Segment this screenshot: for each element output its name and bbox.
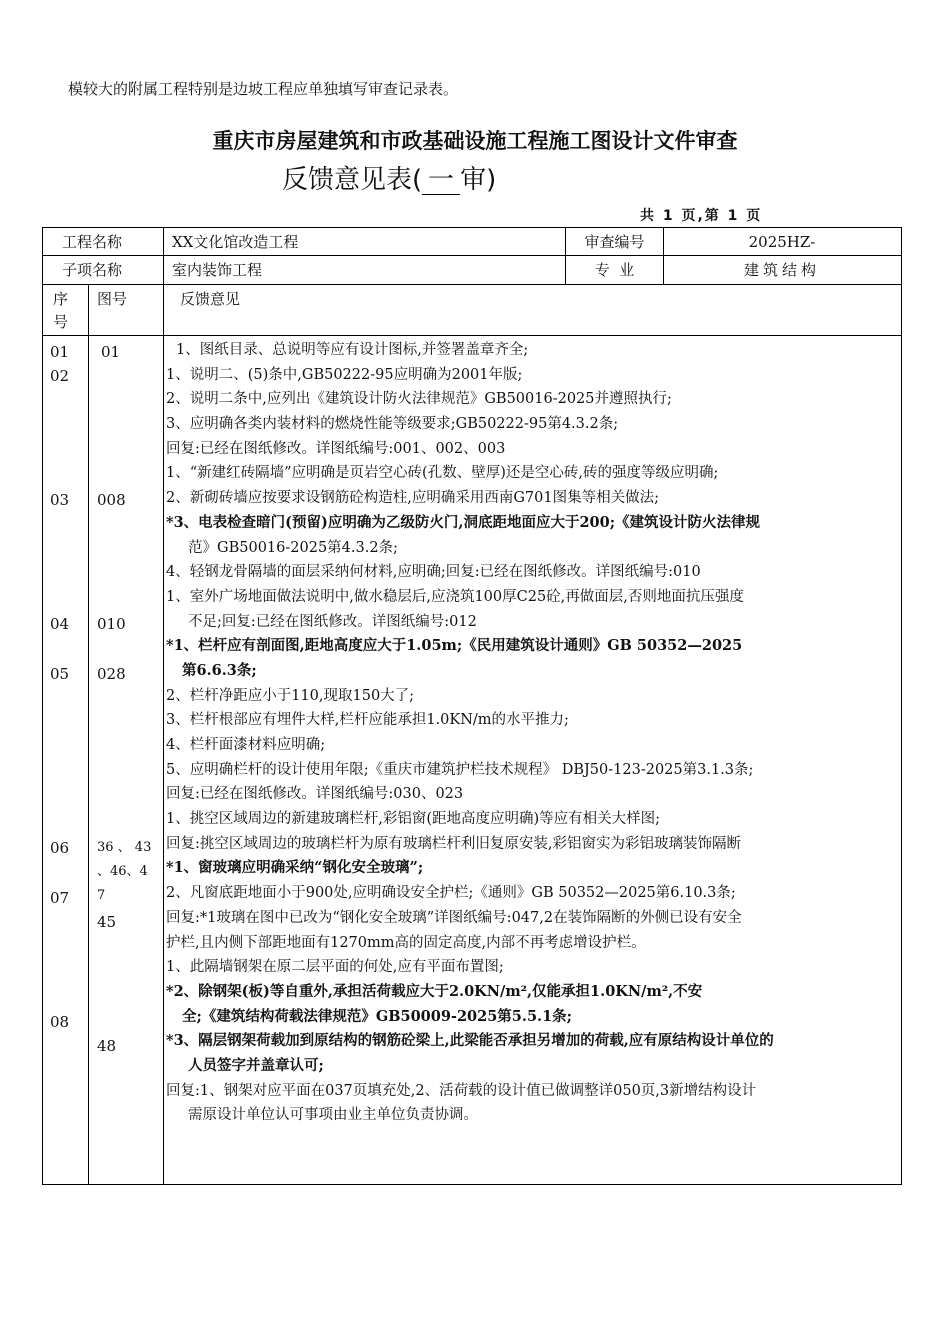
reply-line: 回复:1、钢架对应平面在037页填充处,2、活荷载的设计值已做调整详050页,3新增结构设计 — [166, 1082, 757, 1099]
row-divider — [42, 255, 901, 256]
seq-number: 01 — [50, 343, 70, 361]
feedback-line-mandatory: 人员签字并盖章认可; — [188, 1056, 324, 1074]
subtitle-suffix: 审) — [460, 165, 497, 195]
seq-header: 序 号 — [53, 290, 69, 331]
column-divider — [88, 284, 89, 1184]
review-no-label: 审查编号 — [584, 233, 645, 251]
reply-line: 回复:已经在图纸修改。详图纸编号:001、002、003 — [166, 440, 506, 457]
seq-number: 04 — [50, 615, 70, 633]
feedback-line-mandatory: 全;《建筑结构荷载法律规范》GB50009-2025第5.5.1条; — [182, 1007, 573, 1025]
seq-number: 07 — [50, 889, 70, 907]
feedback-line: 4、栏杆面漆材料应明确; — [166, 737, 326, 753]
feedback-line: 3、栏杆根部应有埋件大样,栏杆应能承担1.0KN/m的水平推力; — [166, 712, 569, 729]
feedback-line: 5、应明确栏杆的设计使用年限;《重庆市建筑护栏技术规程》 DBJ50-123-2025第3.1.3条; — [166, 761, 754, 778]
feedback-line: 3、应明确各类内装材料的燃烧性能等级要求;GB50222-95第4.3.2条; — [166, 416, 619, 433]
feedback-line: 2、栏杆净距应小于110,现取150大了; — [166, 687, 415, 704]
feedback-line: 1、挑空区域周边的新建玻璃栏杆,彩铝窗(距地高度应明确)等应有相关大样图; — [166, 811, 661, 828]
form-subtitle — [282, 159, 496, 196]
form-title: 重庆市房屋建筑和市政基础设施工程施工图设计文件审查 — [212, 129, 738, 153]
row-divider — [42, 284, 901, 285]
seq-number: 08 — [50, 1013, 70, 1031]
major-value: 建筑结构 — [743, 261, 820, 279]
page-counter: 共 1 页,第 1 页 — [640, 208, 763, 224]
feedback-line-mandatory: 第6.6.3条; — [182, 661, 257, 679]
row-divider — [42, 335, 901, 336]
feedback-line: 2、新砌砖墙应按要求设钢筋砼构造柱,应明确采用西南G701图集等相关做法; — [166, 490, 659, 507]
sub-item-value: 室内装饰工程 — [172, 261, 263, 279]
drawing-no-header: 图号 — [97, 290, 128, 308]
drawing-number: 、46、4 — [97, 864, 148, 879]
reply-line: 护栏,且内侧下部距地面有1270mm高的固定高度,内部不再考虑增设护栏。 — [166, 934, 646, 951]
drawing-number: 45 — [97, 913, 117, 931]
project-name-label: 工程名称 — [62, 233, 123, 251]
feedback-line: 1、说明二、(5)条中,GB50222-95应明确为2001年版; — [166, 366, 523, 383]
seq-number: 06 — [50, 839, 70, 857]
feedback-line: 2、说明二条中,应列出《建筑设计防火法律规范》GB50016-2025并遵照执行; — [166, 391, 672, 408]
seq-number: 05 — [50, 665, 70, 683]
drawing-number: 010 — [97, 615, 126, 633]
reply-line: 回复:已经在图纸修改。详图纸编号:030、023 — [166, 786, 464, 803]
drawing-number: 7 — [97, 888, 106, 903]
reply-line: 需原设计单位认可事项由业主单位负责协调。 — [188, 1107, 478, 1124]
review-no-value: 2025HZ- — [748, 233, 816, 251]
feedback-line: 1、室外广场地面做法说明中,做水稳层后,应浇筑100厚C25砼,再做面层,否则地面抗压强度 — [166, 588, 744, 605]
subtitle-prefix: 反馈意见表( — [282, 165, 423, 195]
drawing-number: 01 — [101, 343, 121, 361]
reply-line: 回复:*1玻璃在图中已改为“钢化安全玻璃”详图纸编号:047,2在装饰隔断的外侧已设有安全 — [166, 909, 742, 926]
drawing-number: 36 、 43 — [97, 840, 152, 855]
feedback-line: 1、图纸目录、总说明等应有设计图标,并签署盖章齐全; — [176, 342, 529, 358]
feedback-line: 不足;回复:已经在图纸修改。详图纸编号:012 — [188, 613, 477, 630]
feedback-header: 反馈意见 — [180, 290, 241, 308]
feedback-line-mandatory: *1、窗玻璃应明确采纳“钢化安全玻璃”; — [166, 859, 424, 877]
feedback-line: 2、凡窗底距地面小于900处,应明确设安全护栏;《通则》GB 50352—2025第6.10.3条; — [166, 885, 736, 902]
top-note: 模较大的附属工程特别是边坡工程应单独填写审查记录表。 — [68, 80, 459, 98]
review-round-field: 一 — [422, 166, 460, 195]
feedback-line: 1、“新建红砖隔墙”应明确是页岩空心砖(孔数、壁厚)还是空心砖,砖的强度等级应明确; — [166, 465, 719, 482]
feedback-line: 4、轻钢龙骨隔墙的面层采纳何材料,应明确;回复:已经在图纸修改。详图纸编号:010 — [166, 564, 701, 581]
feedback-line-mandatory: *3、电表检查暗门(预留)应明确为乙级防火门,洞底距地面应大于200;《建筑设计防火法律规 — [166, 513, 761, 531]
feedback-line: 范》GB50016-2025第4.3.2条; — [188, 539, 398, 556]
reply-line: 回复:挑空区域周边的玻璃栏杆为原有玻璃栏杆利旧复原安装,彩铝窗实为彩铝玻璃装饰隔断 — [166, 835, 741, 852]
sub-item-label: 子项名称 — [62, 261, 123, 279]
feedback-content — [166, 338, 894, 1128]
drawing-number: 008 — [97, 491, 126, 509]
feedback-line-mandatory: *1、栏杆应有剖面图,距地高度应大于1.05m;《民用建筑设计通则》GB 50352—2025 — [166, 637, 743, 655]
major-label: 专 业 — [594, 261, 635, 279]
feedback-line-mandatory: *2、除钢架(板)等自重外,承担活荷载应大于2.0KN/m²,仅能承担1.0KN/m²,不安 — [166, 982, 703, 1000]
drawing-number: 48 — [97, 1037, 117, 1055]
seq-number: 02 — [50, 367, 70, 385]
column-divider — [163, 227, 164, 1184]
seq-number: 03 — [50, 491, 70, 509]
project-name-value: XX文化馆改造工程 — [172, 233, 299, 251]
drawing-number: 028 — [97, 665, 126, 683]
feedback-line: 1、此隔墙钢架在原二层平面的何处,应有平面布置图; — [166, 959, 504, 976]
feedback-line-mandatory: *3、隔层钢架荷载加到原结构的钢筋砼梁上,此梁能否承担另增加的荷载,应有原结构设计单位的 — [166, 1032, 774, 1050]
